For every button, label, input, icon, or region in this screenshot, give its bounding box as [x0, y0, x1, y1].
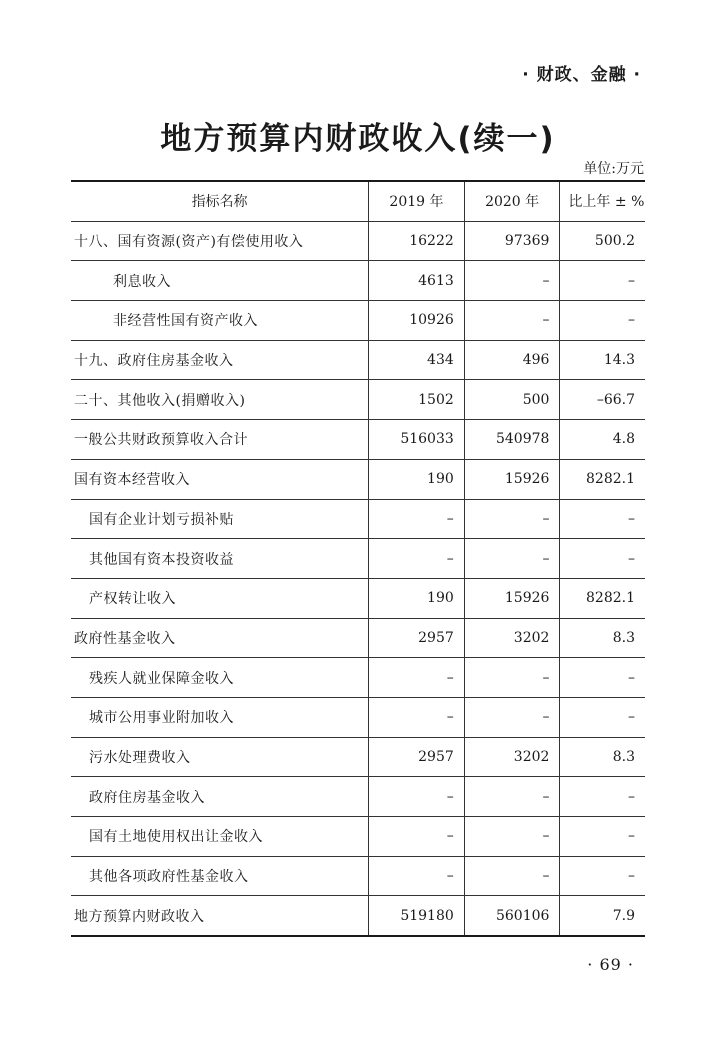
row-value-2020: 97369: [464, 221, 560, 261]
section-header: · 财政、金融 ·: [522, 65, 641, 85]
table-row: [71, 221, 645, 261]
table-row: [71, 261, 645, 301]
table-row: [71, 697, 645, 737]
page-number: · 69 ·: [587, 955, 634, 974]
table-row: [71, 539, 645, 579]
row-value-2020: –: [464, 539, 560, 579]
table-row: [71, 420, 645, 460]
row-value-2020: –: [464, 856, 560, 896]
table-row: [71, 340, 645, 380]
table-row: [71, 459, 645, 499]
row-change-percent: 8.3: [560, 618, 645, 658]
row-value-2019: 1502: [369, 380, 465, 420]
row-indicator-name: 国有资本经营收入: [71, 459, 369, 499]
row-value-2019: –: [369, 856, 465, 896]
column-header-change: 比上年 ± %: [560, 181, 645, 221]
row-value-2019: 519180: [369, 896, 465, 936]
row-indicator-name: 利息收入: [71, 261, 369, 301]
row-change-percent: 4.8: [560, 420, 645, 460]
row-change-percent: –: [560, 499, 645, 539]
row-value-2019: 4613: [369, 261, 465, 301]
table-row: [71, 301, 645, 341]
row-indicator-name: 城市公用事业附加收入: [71, 697, 369, 737]
row-value-2020: –: [464, 261, 560, 301]
column-header-2019: 2019 年: [369, 181, 465, 221]
row-indicator-name: 残疾人就业保障金收入: [71, 658, 369, 698]
row-indicator-name: 十九、政府住房基金收入: [71, 340, 369, 380]
row-value-2019: 10926: [369, 301, 465, 341]
row-indicator-name: 地方预算内财政收入: [71, 896, 369, 936]
row-value-2020: 540978: [464, 420, 560, 460]
row-change-percent: 14.3: [560, 340, 645, 380]
row-value-2020: –: [464, 777, 560, 817]
row-indicator-name: 非经营性国有资产收入: [71, 301, 369, 341]
row-change-percent: –: [560, 539, 645, 579]
row-indicator-name: 政府住房基金收入: [71, 777, 369, 817]
row-value-2020: 3202: [464, 618, 560, 658]
row-change-percent: –66.7: [560, 380, 645, 420]
row-value-2020: –: [464, 697, 560, 737]
row-indicator-name: 产权转让收入: [71, 578, 369, 618]
table-row: [71, 618, 645, 658]
row-value-2019: –: [369, 817, 465, 857]
row-change-percent: –: [560, 301, 645, 341]
row-change-percent: 8282.1: [560, 459, 645, 499]
column-header-2020: 2020 年: [464, 181, 560, 221]
table-row: [71, 578, 645, 618]
table-row: [71, 817, 645, 857]
row-change-percent: –: [560, 261, 645, 301]
row-value-2019: 2957: [369, 737, 465, 777]
revenue-table: [71, 180, 645, 937]
row-value-2020: –: [464, 301, 560, 341]
row-change-percent: –: [560, 777, 645, 817]
row-indicator-name: 政府性基金收入: [71, 618, 369, 658]
table-row: [71, 380, 645, 420]
row-value-2019: –: [369, 658, 465, 698]
row-value-2020: –: [464, 499, 560, 539]
row-indicator-name: 二十、其他收入(捐赠收入): [71, 380, 369, 420]
row-value-2019: –: [369, 697, 465, 737]
row-indicator-name: 国有企业计划亏损补贴: [71, 499, 369, 539]
row-change-percent: 8.3: [560, 737, 645, 777]
row-value-2020: 3202: [464, 737, 560, 777]
row-change-percent: 7.9: [560, 896, 645, 936]
table-row: [71, 658, 645, 698]
table-row: [71, 896, 645, 936]
row-change-percent: –: [560, 697, 645, 737]
row-value-2019: 16222: [369, 221, 465, 261]
row-indicator-name: 其他国有资本投资收益: [71, 539, 369, 579]
row-value-2020: 560106: [464, 896, 560, 936]
row-value-2020: 500: [464, 380, 560, 420]
row-indicator-name: 一般公共财政预算收入合计: [71, 420, 369, 460]
row-value-2020: 15926: [464, 578, 560, 618]
row-change-percent: –: [560, 856, 645, 896]
row-value-2019: –: [369, 777, 465, 817]
row-value-2019: 2957: [369, 618, 465, 658]
row-value-2019: –: [369, 539, 465, 579]
row-indicator-name: 国有土地使用权出让金收入: [71, 817, 369, 857]
column-header-indicator: 指标名称: [71, 181, 369, 221]
row-change-percent: –: [560, 658, 645, 698]
row-value-2019: 434: [369, 340, 465, 380]
table-row: [71, 499, 645, 539]
table-row: [71, 737, 645, 777]
row-indicator-name: 其他各项政府性基金收入: [71, 856, 369, 896]
table-body: [71, 221, 645, 936]
row-value-2020: 15926: [464, 459, 560, 499]
row-value-2020: 496: [464, 340, 560, 380]
page-title: 地方预算内财政收入(续一): [160, 121, 556, 157]
unit-label: 单位:万元: [583, 161, 644, 177]
row-change-percent: 8282.1: [560, 578, 645, 618]
row-value-2019: –: [369, 499, 465, 539]
row-value-2019: 190: [369, 578, 465, 618]
row-indicator-name: 十八、国有资源(资产)有偿使用收入: [71, 221, 369, 261]
row-value-2020: –: [464, 817, 560, 857]
table-row: [71, 856, 645, 896]
row-change-percent: –: [560, 817, 645, 857]
table-row: [71, 777, 645, 817]
row-indicator-name: 污水处理费收入: [71, 737, 369, 777]
row-value-2019: 190: [369, 459, 465, 499]
row-change-percent: 500.2: [560, 221, 645, 261]
row-value-2019: 516033: [369, 420, 465, 460]
row-value-2020: –: [464, 658, 560, 698]
table-header-row: [71, 181, 645, 221]
